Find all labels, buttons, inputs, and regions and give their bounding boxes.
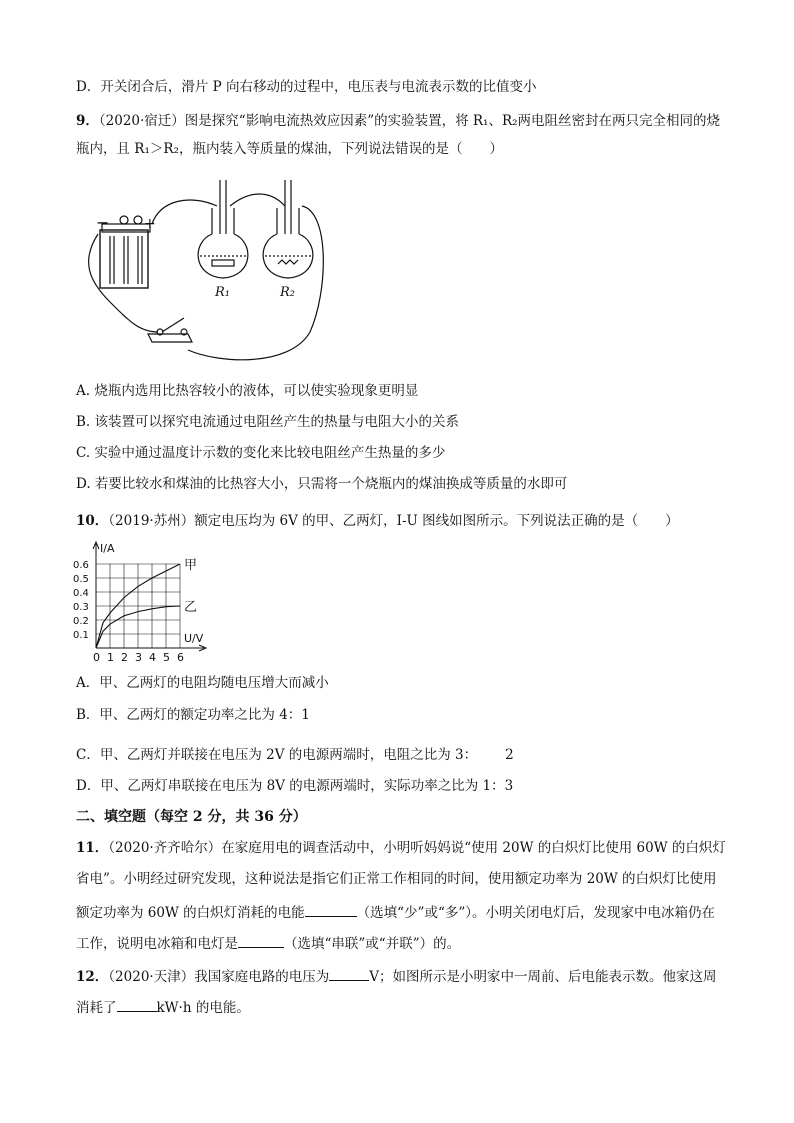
- q12-line1: [76, 966, 716, 986]
- q12-text-1b: V；如图所示是小明家中一周前、后电能表示数。他家这周: [369, 969, 717, 985]
- q11-text-4b: （选填“串联”或“并联”）的。: [284, 936, 461, 952]
- x-tick-label: 1: [107, 651, 114, 664]
- q12-line2: [76, 997, 250, 1017]
- q9-apparatus-figure: [80, 172, 340, 364]
- q10-number: 10．: [76, 513, 109, 529]
- x-tick-label: 0: [93, 651, 100, 664]
- q11-text-3a: 额定功率为 60W 的白炽灯消耗的电能: [76, 905, 305, 921]
- q11-blank-1[interactable]: [305, 902, 357, 917]
- q10-option-c-text: C．甲、乙两灯并联接在电压为 2V 的电源两端时，电阻之比为 3：: [76, 747, 478, 763]
- y-tick-label: 0.2: [73, 616, 89, 627]
- x-tick-label: 2: [121, 651, 128, 664]
- q10-stem-line: [76, 512, 679, 530]
- q12-blank-1[interactable]: [329, 966, 369, 981]
- q11-text-1: （2020·齐齐哈尔）在家庭用电的调查活动中，小明听妈妈说“使用 20W 的白炽灯比使用 60W 的白炽灯: [108, 840, 726, 856]
- x-tick-label: 5: [163, 651, 170, 664]
- q10-option-b: B．甲、乙两灯的额定功率之比为 4：1: [76, 707, 310, 723]
- battery-minus-label: −: [96, 213, 110, 232]
- q11-line2: 省电”。小明经过研究发现，这种说法是指它们正常工作相同的时间，使用额定功率为 20W 的白炽灯比使用: [76, 871, 717, 887]
- q12-text-2b: kW·h 的电能。: [156, 1000, 250, 1016]
- q9-option-b: B. 该装置可以探究电流通过电阻丝产生的热量与电阻大小的关系: [76, 414, 460, 430]
- y-tick-label: 0.1: [73, 630, 89, 641]
- q11-text-4a: 工作，说明电冰箱和电灯是: [76, 936, 238, 952]
- q11-line3: [76, 902, 715, 922]
- series-label-yi: 乙: [184, 600, 198, 615]
- q10-option-d: D．甲、乙两灯串联接在电压为 8V 的电源两端时，实际功率之比为 1：3: [76, 778, 514, 794]
- label-r2: R₂: [280, 285, 295, 300]
- battery-plus-label: +: [144, 216, 156, 232]
- y-tick-label: 0.4: [73, 588, 89, 599]
- q9-option-d: D. 若要比较水和煤油的比热容大小，只需将一个烧瓶内的煤油换成等质量的水即可: [76, 476, 568, 492]
- q10-option-c: [76, 746, 514, 764]
- wire-between-flasks: [230, 194, 285, 206]
- flask-r2-icon: [263, 180, 313, 278]
- q12-text-2a: 消耗了: [76, 1000, 117, 1016]
- q11-blank-2[interactable]: [238, 933, 284, 948]
- q9-stem-text-1: （2020·宿迁）图是探究“影响电流热效应因素”的实验装置，将 R₁、R₂两电阻丝密封在两只完全相同的烧: [98, 113, 721, 129]
- q12-number: 12．: [76, 969, 109, 985]
- y-axis-label: I/A: [100, 542, 115, 555]
- q9-option-c: C. 实验中通过温度计示数的变化来比较电阻丝产生热量的多少: [76, 445, 446, 461]
- q11-number: 11．: [76, 840, 109, 856]
- x-tick-label: 3: [135, 651, 142, 664]
- q9-number: 9．: [76, 113, 99, 129]
- wire-right-loop: [188, 206, 323, 360]
- q11-line1: [76, 839, 726, 857]
- q11-line4: [76, 933, 460, 953]
- x-tick-label: 4: [149, 651, 156, 664]
- q10-iu-chart: [72, 538, 212, 666]
- x-tick-label: 6: [177, 651, 184, 664]
- wire-top: [152, 200, 217, 224]
- section-title: 二、填空题（每空 2 分，共 36 分）: [76, 809, 307, 825]
- series-label-jia: 甲: [184, 558, 198, 573]
- y-tick-label: 0.3: [73, 602, 89, 613]
- q11-text-3b: （选填“少”或“多”）。小明关闭电灯后，发现家中电冰箱仍在: [356, 905, 715, 921]
- y-tick-label: 0.5: [73, 574, 89, 585]
- q10-option-c-tail: 2: [505, 747, 514, 763]
- q12-blank-2[interactable]: [117, 997, 157, 1012]
- q9-stem-line2: 瓶内，且 R₁＞R₂，瓶内装入等质量的煤油，下列说法错误的是（ ）: [76, 141, 503, 157]
- q10-option-a: A．甲、乙两灯的电阻均随电压增大而减小: [76, 675, 329, 691]
- q9-stem-line1: [76, 112, 720, 130]
- x-axis-label: U/V: [184, 632, 204, 645]
- q10-stem-text: （2019·苏州）额定电压均为 6V 的甲、乙两灯，I-U 图线如图所示。下列说法正确的是（ ）: [108, 513, 679, 529]
- switch-icon: [148, 318, 192, 342]
- label-r1: R₁: [215, 285, 230, 300]
- y-tick-label: 0.6: [73, 560, 89, 571]
- q12-text-1a: （2020·天津）我国家庭电路的电压为: [108, 969, 330, 985]
- q9-option-a: A. 烧瓶内选用比热容较小的液体，可以使实验现象更明显: [76, 383, 419, 399]
- q8-option-d: D．开关闭合后，滑片 P 向右移动的过程中，电压表与电流表示数的比值变小: [76, 79, 537, 95]
- flask-r1-icon: [198, 180, 248, 278]
